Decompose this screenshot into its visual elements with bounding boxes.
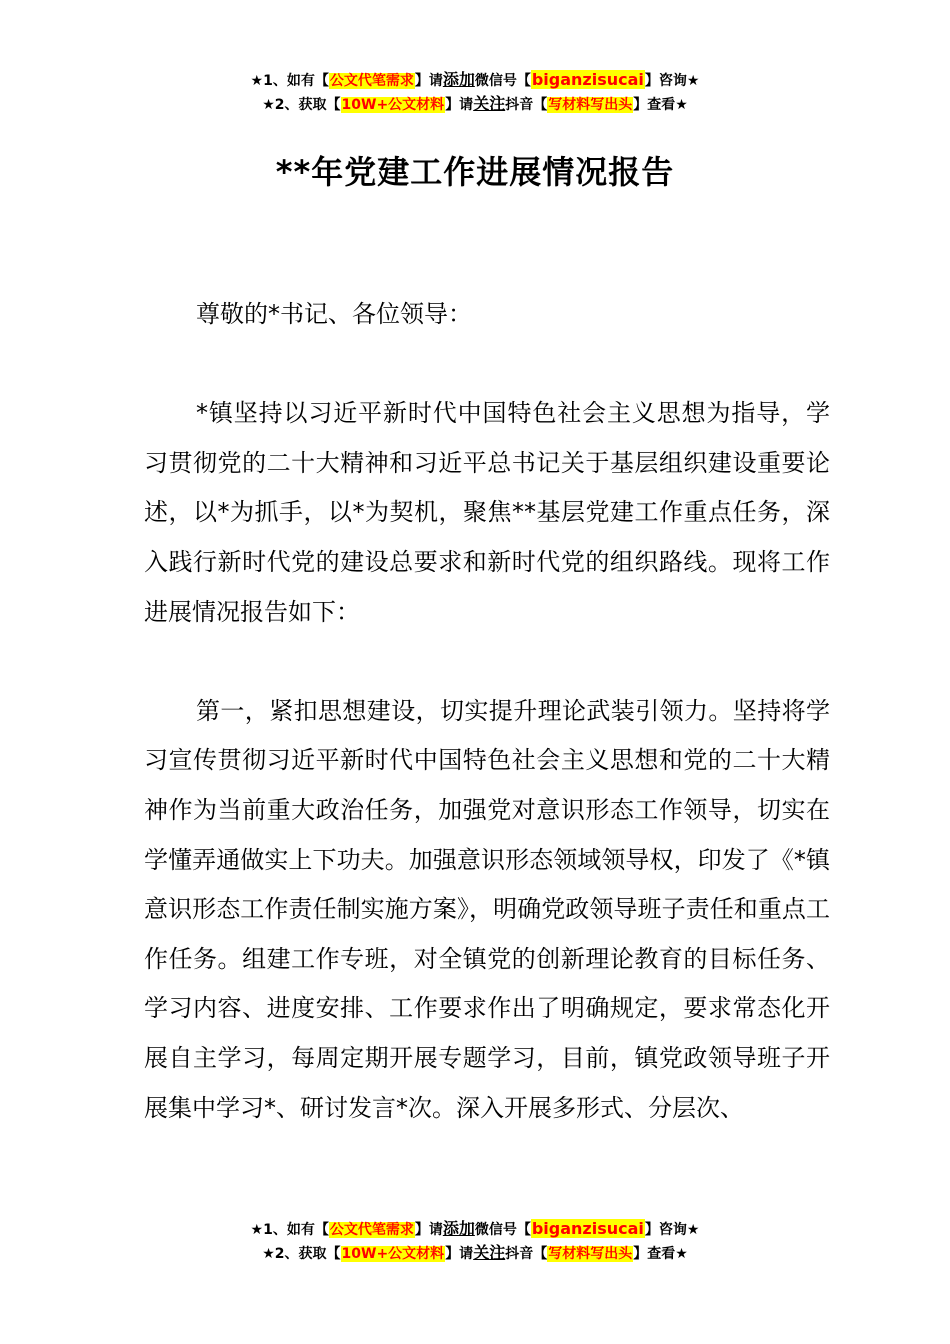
paragraph-intro: *镇坚持以习近平新时代中国特色社会主义思想为指导，学习贯彻党的二十大精神和习近平总书记关于基层组织建设重要论述，以*为抓手，以*为契机，聚焦**基层党建工作重点任务，深入践行新时代党的建设总要求和新时代党的组织路线。现将工作进展情况报告如下： (144, 399, 830, 626)
paragraph-gap (144, 637, 830, 687)
banner-highlight: 公文代笔需求 (329, 73, 414, 89)
banner-text: ★2、获取【 (262, 1246, 341, 1262)
salutation: 尊敬的*书记、各位领导： (196, 300, 472, 328)
banner-line-1 (0, 68, 950, 92)
document-title: **年党建工作进展情况报告 (275, 153, 675, 191)
banner-highlight: 写材料写出头 (548, 1246, 633, 1262)
banner-line-1 (0, 1217, 950, 1241)
banner-text: 】请 (445, 97, 474, 113)
banner-text: ★1、如有【 (250, 73, 329, 89)
banner-text: ★2、获取【 (262, 97, 341, 113)
banner-highlight: 公文代笔需求 (329, 1222, 414, 1238)
banner-text: 微信号【 (474, 1222, 531, 1238)
banner-underline: 添加 (442, 1219, 475, 1238)
paragraph-first: 第一，紧扣思想建设，切实提升理论武装引领力。坚持将学习宣传贯彻习近平新时代中国特色社会主义思想和党的二十大精神作为当前重大政治任务，加强党对意识形态工作领导，切实在学懂弄通做实上下功夫。加强意识形态领域领导权，印发了《*镇意识形态工作责任制实施方案》，明确党政领导班子责任和重点工作任务。组建工作专班，对全镇党的创新理论教育的目标任务、学习内容、进度安排、工作要求作出了明确规定，要求常态化开展自主学习，每周定期开展专题学习，目前，镇党政领导班子开展集中学习*、研讨发言*次。深入开展多形式、分层次、 (144, 696, 830, 1122)
banner-text: 】请 (445, 1246, 474, 1262)
banner-highlight: biganzisucai (531, 70, 644, 89)
banner-text: 抖音【 (505, 97, 548, 113)
banner-text: 】咨询★ (644, 1222, 700, 1238)
banner-highlight: 写材料写出头 (548, 97, 633, 113)
document-body (144, 290, 830, 1133)
banner-underline: 添加 (442, 70, 475, 89)
banner-text: 】查看★ (633, 1246, 688, 1262)
banner-text: 抖音【 (505, 1246, 548, 1262)
banner-underline: 关注 (473, 1243, 506, 1262)
banner-text: ★1、如有【 (250, 1222, 329, 1238)
header-banner (0, 68, 950, 116)
banner-line-2 (0, 1241, 950, 1265)
footer-banner (0, 1217, 950, 1265)
banner-text: 】查看★ (633, 97, 688, 113)
banner-highlight: 10W+公文材料 (341, 1246, 445, 1262)
paragraph-gap (144, 340, 830, 390)
banner-line-2 (0, 92, 950, 116)
banner-text: 微信号【 (474, 73, 531, 89)
banner-text: 】请 (414, 1222, 443, 1238)
banner-highlight: biganzisucai (531, 1219, 644, 1238)
banner-text: 】咨询★ (644, 73, 700, 89)
banner-text: 】请 (414, 73, 443, 89)
banner-highlight: 10W+公文材料 (341, 97, 445, 113)
banner-underline: 关注 (473, 94, 506, 113)
